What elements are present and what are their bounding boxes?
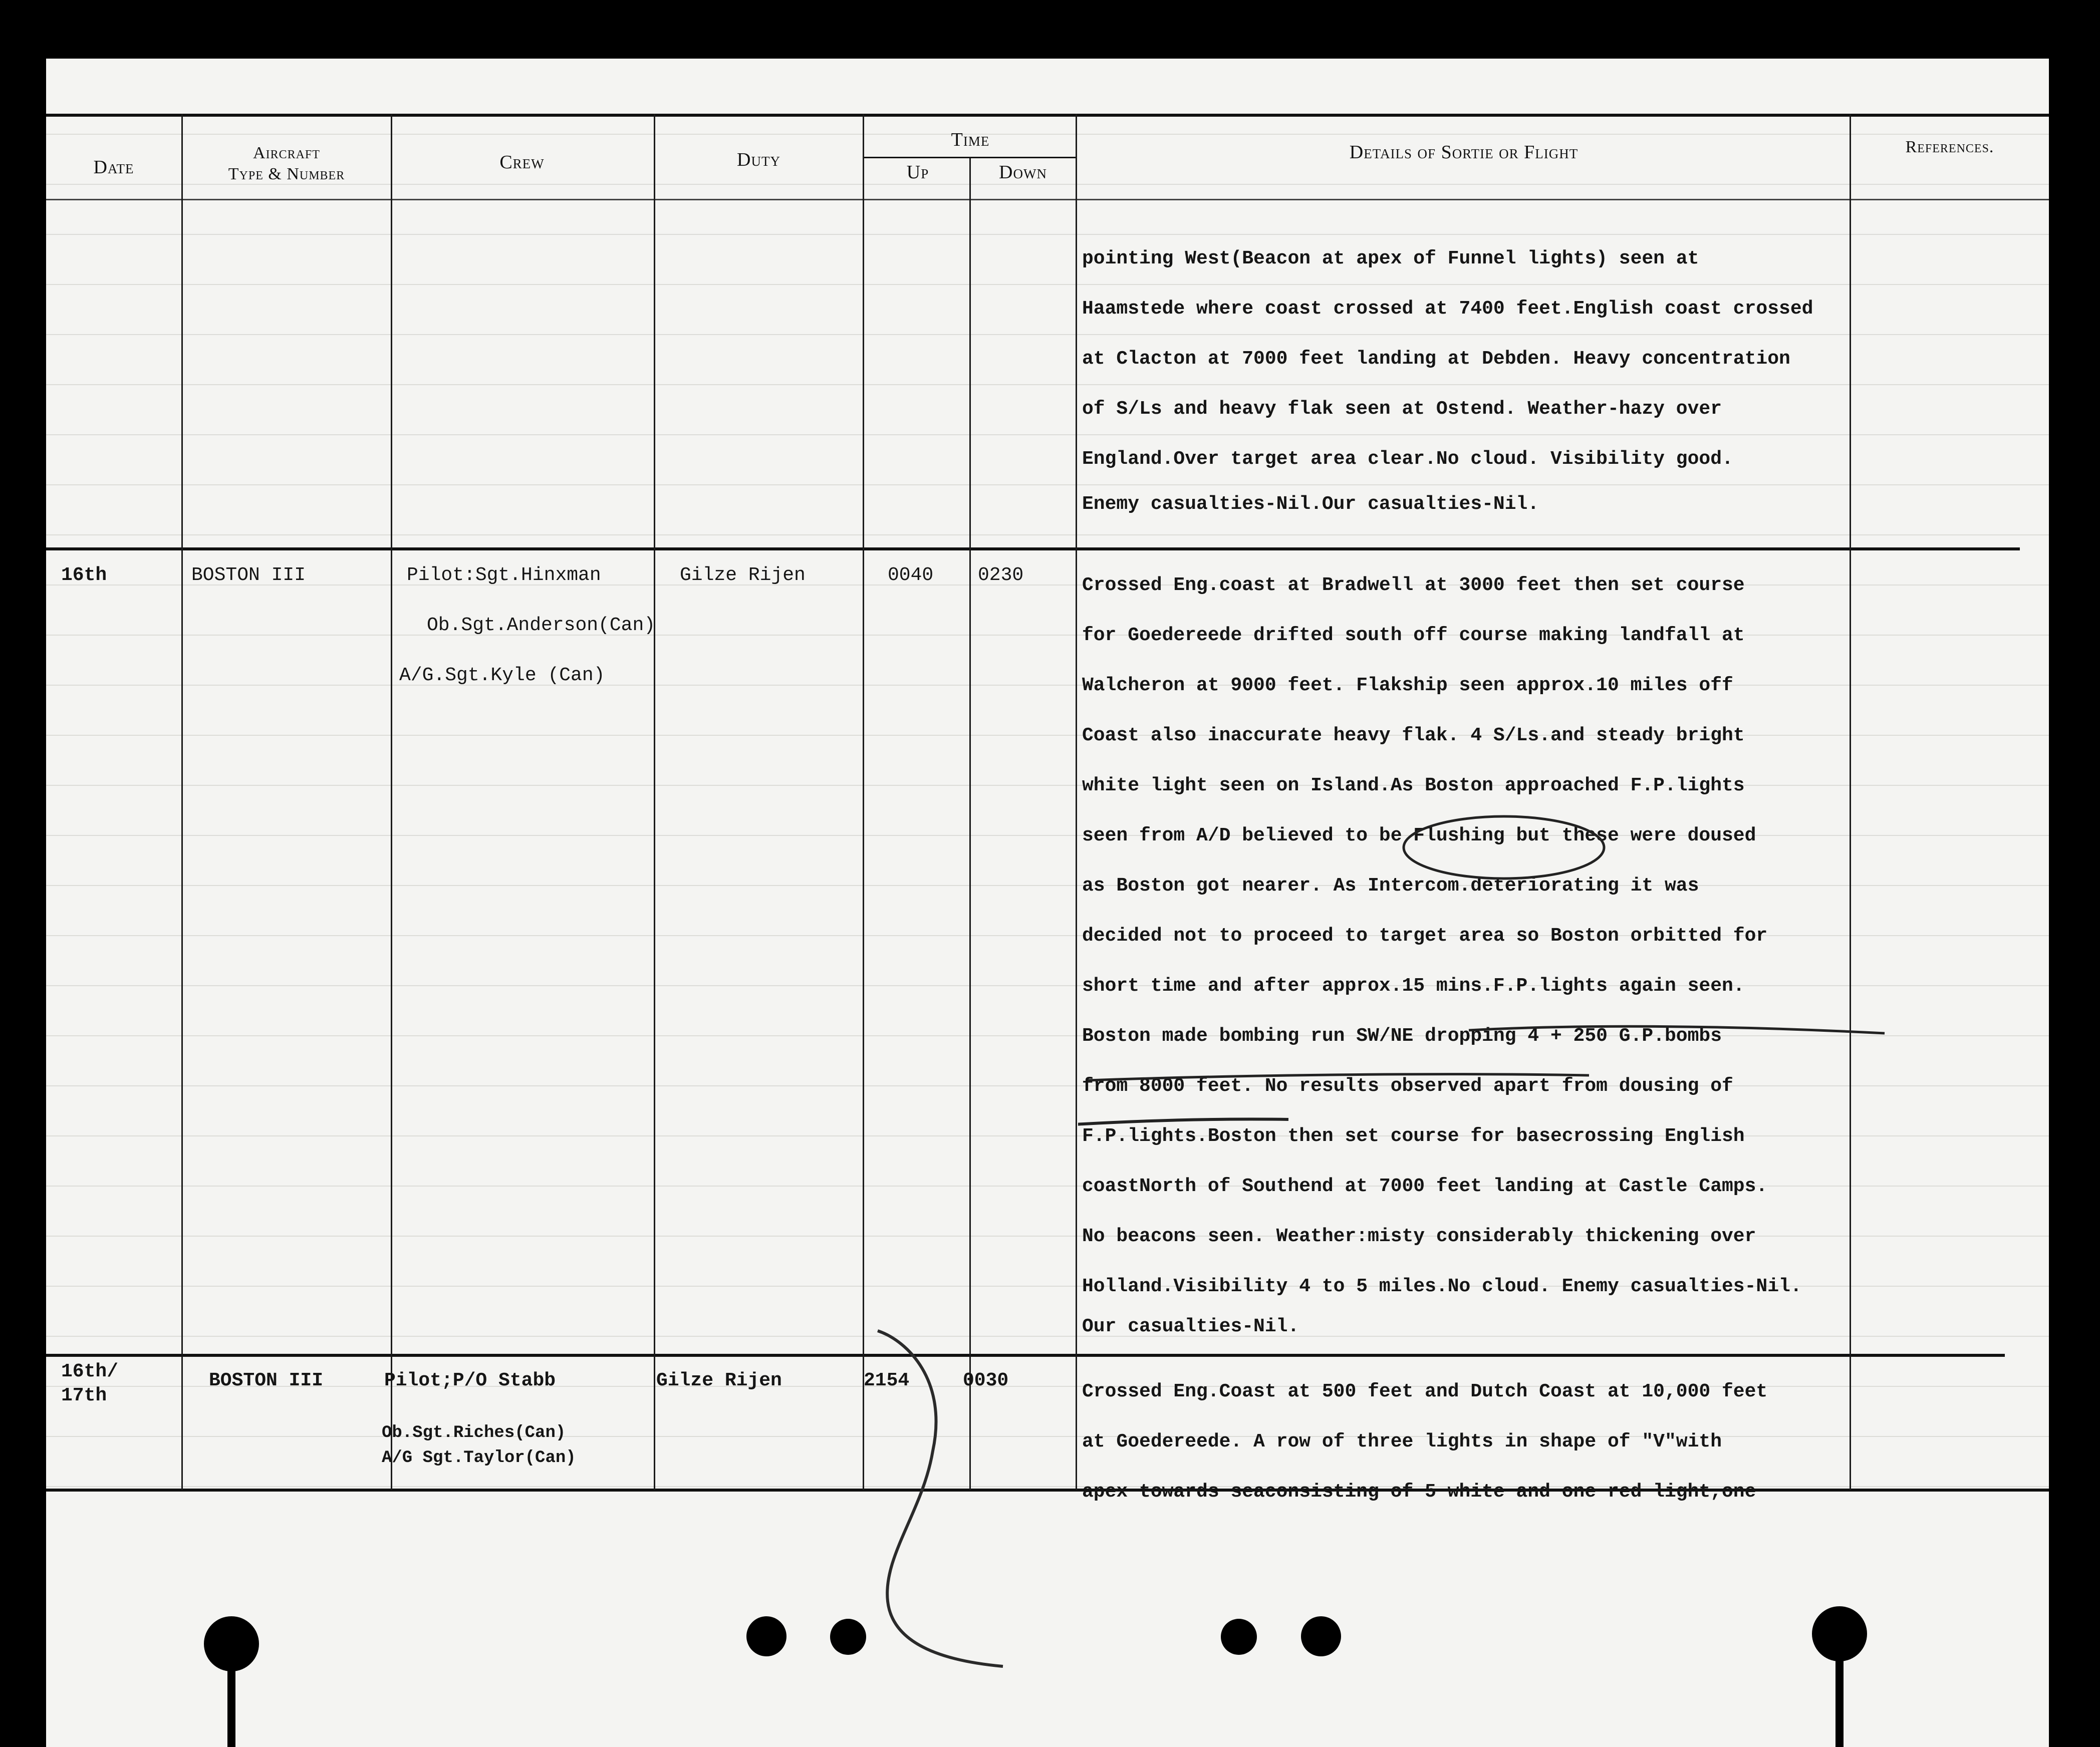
entry-2-crew-gunner: A/G Sgt.Taylor(Can) (382, 1448, 576, 1468)
entry-1-detail-line: decided not to proceed to target area so Boston orbitted for (1082, 925, 1768, 947)
col-divider-duty (863, 114, 864, 1490)
header-bottom-rule (46, 199, 2049, 200)
entry-1-detail-line: Coast also inaccurate heavy flak. 4 S/Ls.and steady bright (1082, 725, 1745, 746)
header-details: Details of Sortie or Flight (1349, 142, 1579, 163)
entry-2-date-line1: 16th/ (61, 1361, 119, 1382)
entry-2-detail-line: apex towards seaconsisting of 5 white and one red light,one (1082, 1481, 1756, 1503)
col-divider-date (181, 114, 183, 1490)
continuation-line: Enemy casualties-Nil.Our casualties-Nil. (1082, 493, 1539, 515)
entry-1-crew-gunner: A/G.Sgt.Kyle (Can) (399, 665, 605, 686)
entry-1-detail-line: Walcheron at 9000 feet. Flakship seen approx.10 miles off (1082, 675, 1733, 696)
col-divider-details (1850, 114, 1851, 1490)
entry-1-date: 16th (61, 564, 107, 586)
binder-hole (830, 1619, 866, 1655)
entry-2-crew-observer: Ob.Sgt.Riches(Can) (382, 1423, 566, 1442)
header-aircraft-line1: Aircraft (253, 144, 320, 162)
header-crew: Crew (499, 152, 545, 173)
continuation-line: Haamstede where coast crossed at 7400 feet.English coast crossed (1082, 298, 1813, 320)
col-divider-down (1076, 114, 1077, 1490)
entry-1-time-up: 0040 (888, 564, 934, 586)
entry-1-crew-pilot: Pilot:Sgt.Hinxman (407, 564, 601, 586)
header-aircraft-line2: Type & Number (228, 165, 345, 183)
entry-2-aircraft: BOSTON III (209, 1370, 324, 1391)
entry-2-time-down: 0030 (963, 1370, 1009, 1391)
header-time-down: Down (999, 162, 1047, 183)
entry-1-detail-line: No beacons seen. Weather:misty considerably thickening over (1082, 1226, 1756, 1247)
entry-1-detail-line: coastNorth of Southend at 7000 feet landing at Castle Camps. (1082, 1176, 1768, 1197)
entry-2-detail-line: Crossed Eng.Coast at 500 feet and Dutch Coast at 10,000 feet (1082, 1381, 1768, 1402)
header-duty: Duty (737, 149, 780, 170)
binder-hole (1221, 1619, 1257, 1655)
header-top-rule (46, 114, 2049, 117)
log-sheet (46, 59, 2049, 1747)
continuation-line: of S/Ls and heavy flak seen at Ostend. Weather-hazy over (1082, 398, 1722, 420)
entry-1-detail-line: white light seen on Island.As Boston approached F.P.lights (1082, 775, 1745, 796)
binder-slot (227, 1641, 235, 1747)
continuation-line: pointing West(Beacon at apex of Funnel lights) seen at (1082, 248, 1699, 269)
col-divider-aircraft (391, 114, 392, 1490)
entry-separator-1 (46, 547, 2020, 550)
binder-hole (746, 1616, 786, 1656)
handwritten-circle-mark (1399, 810, 1609, 885)
entry-1-detail-line: F.P.lights.Boston then set course for basecrossing English (1082, 1125, 1745, 1147)
entry-1-duty: Gilze Rijen (680, 564, 806, 586)
entry-1-detail-line: seen from A/D believed to be Flushing but these were doused (1082, 825, 1756, 846)
tie-string (848, 1321, 1048, 1711)
header-references: References. (1905, 138, 1994, 156)
entry-1-detail-line: for Goedereede drifted south off course making landfall at (1082, 625, 1745, 646)
entry-1-detail-line: Holland.Visibility 4 to 5 miles.No cloud. Enemy casualties-Nil. (1082, 1276, 1802, 1297)
header-date: Date (93, 157, 134, 178)
entry-1-detail-line: as Boston got nearer. As Intercom.deteriorating it was (1082, 875, 1699, 897)
entry-1-time-down: 0230 (978, 564, 1024, 586)
header-time-up: Up (906, 162, 929, 183)
entry-1-detail-line: short time and after approx.15 mins.F.P.lights again seen. (1082, 975, 1745, 997)
entry-1-detail-line: Boston made bombing run SW/NE dropping 4 + 250 G.P.bombs (1082, 1025, 1722, 1047)
entry-2-detail-line: at Goedereede. A row of three lights in shape of "V"with (1082, 1431, 1722, 1452)
handwritten-underline-mark (1078, 1000, 1890, 1181)
entry-2-crew-pilot: Pilot;P/O Stabb (384, 1370, 556, 1391)
binder-slot (1835, 1636, 1844, 1747)
entry-1-detail-line: Our casualties-Nil. (1082, 1316, 1299, 1337)
header-time: Time (951, 129, 990, 150)
col-divider-up (969, 158, 971, 1490)
entry-1-crew-observer: Ob.Sgt.Anderson(Can) (427, 615, 656, 636)
entry-1-detail-line: Crossed Eng.coast at Bradwell at 3000 feet then set course (1082, 574, 1745, 596)
continuation-line: at Clacton at 7000 feet landing at Debden. Heavy concentration (1082, 348, 1790, 370)
entry-1-aircraft: BOSTON III (191, 564, 306, 586)
entry-2-time-up: 2154 (864, 1370, 910, 1391)
entry-1-detail-line: from 8000 feet. No results observed apart from dousing of (1082, 1075, 1733, 1097)
entry-2-duty: Gilze Rijen (656, 1370, 782, 1391)
continuation-line: England.Over target area clear.No cloud. Visibility good. (1082, 448, 1733, 470)
col-divider-crew (654, 114, 655, 1490)
entry-2-date-line2: 17th (61, 1385, 107, 1406)
binder-hole (1301, 1616, 1341, 1656)
